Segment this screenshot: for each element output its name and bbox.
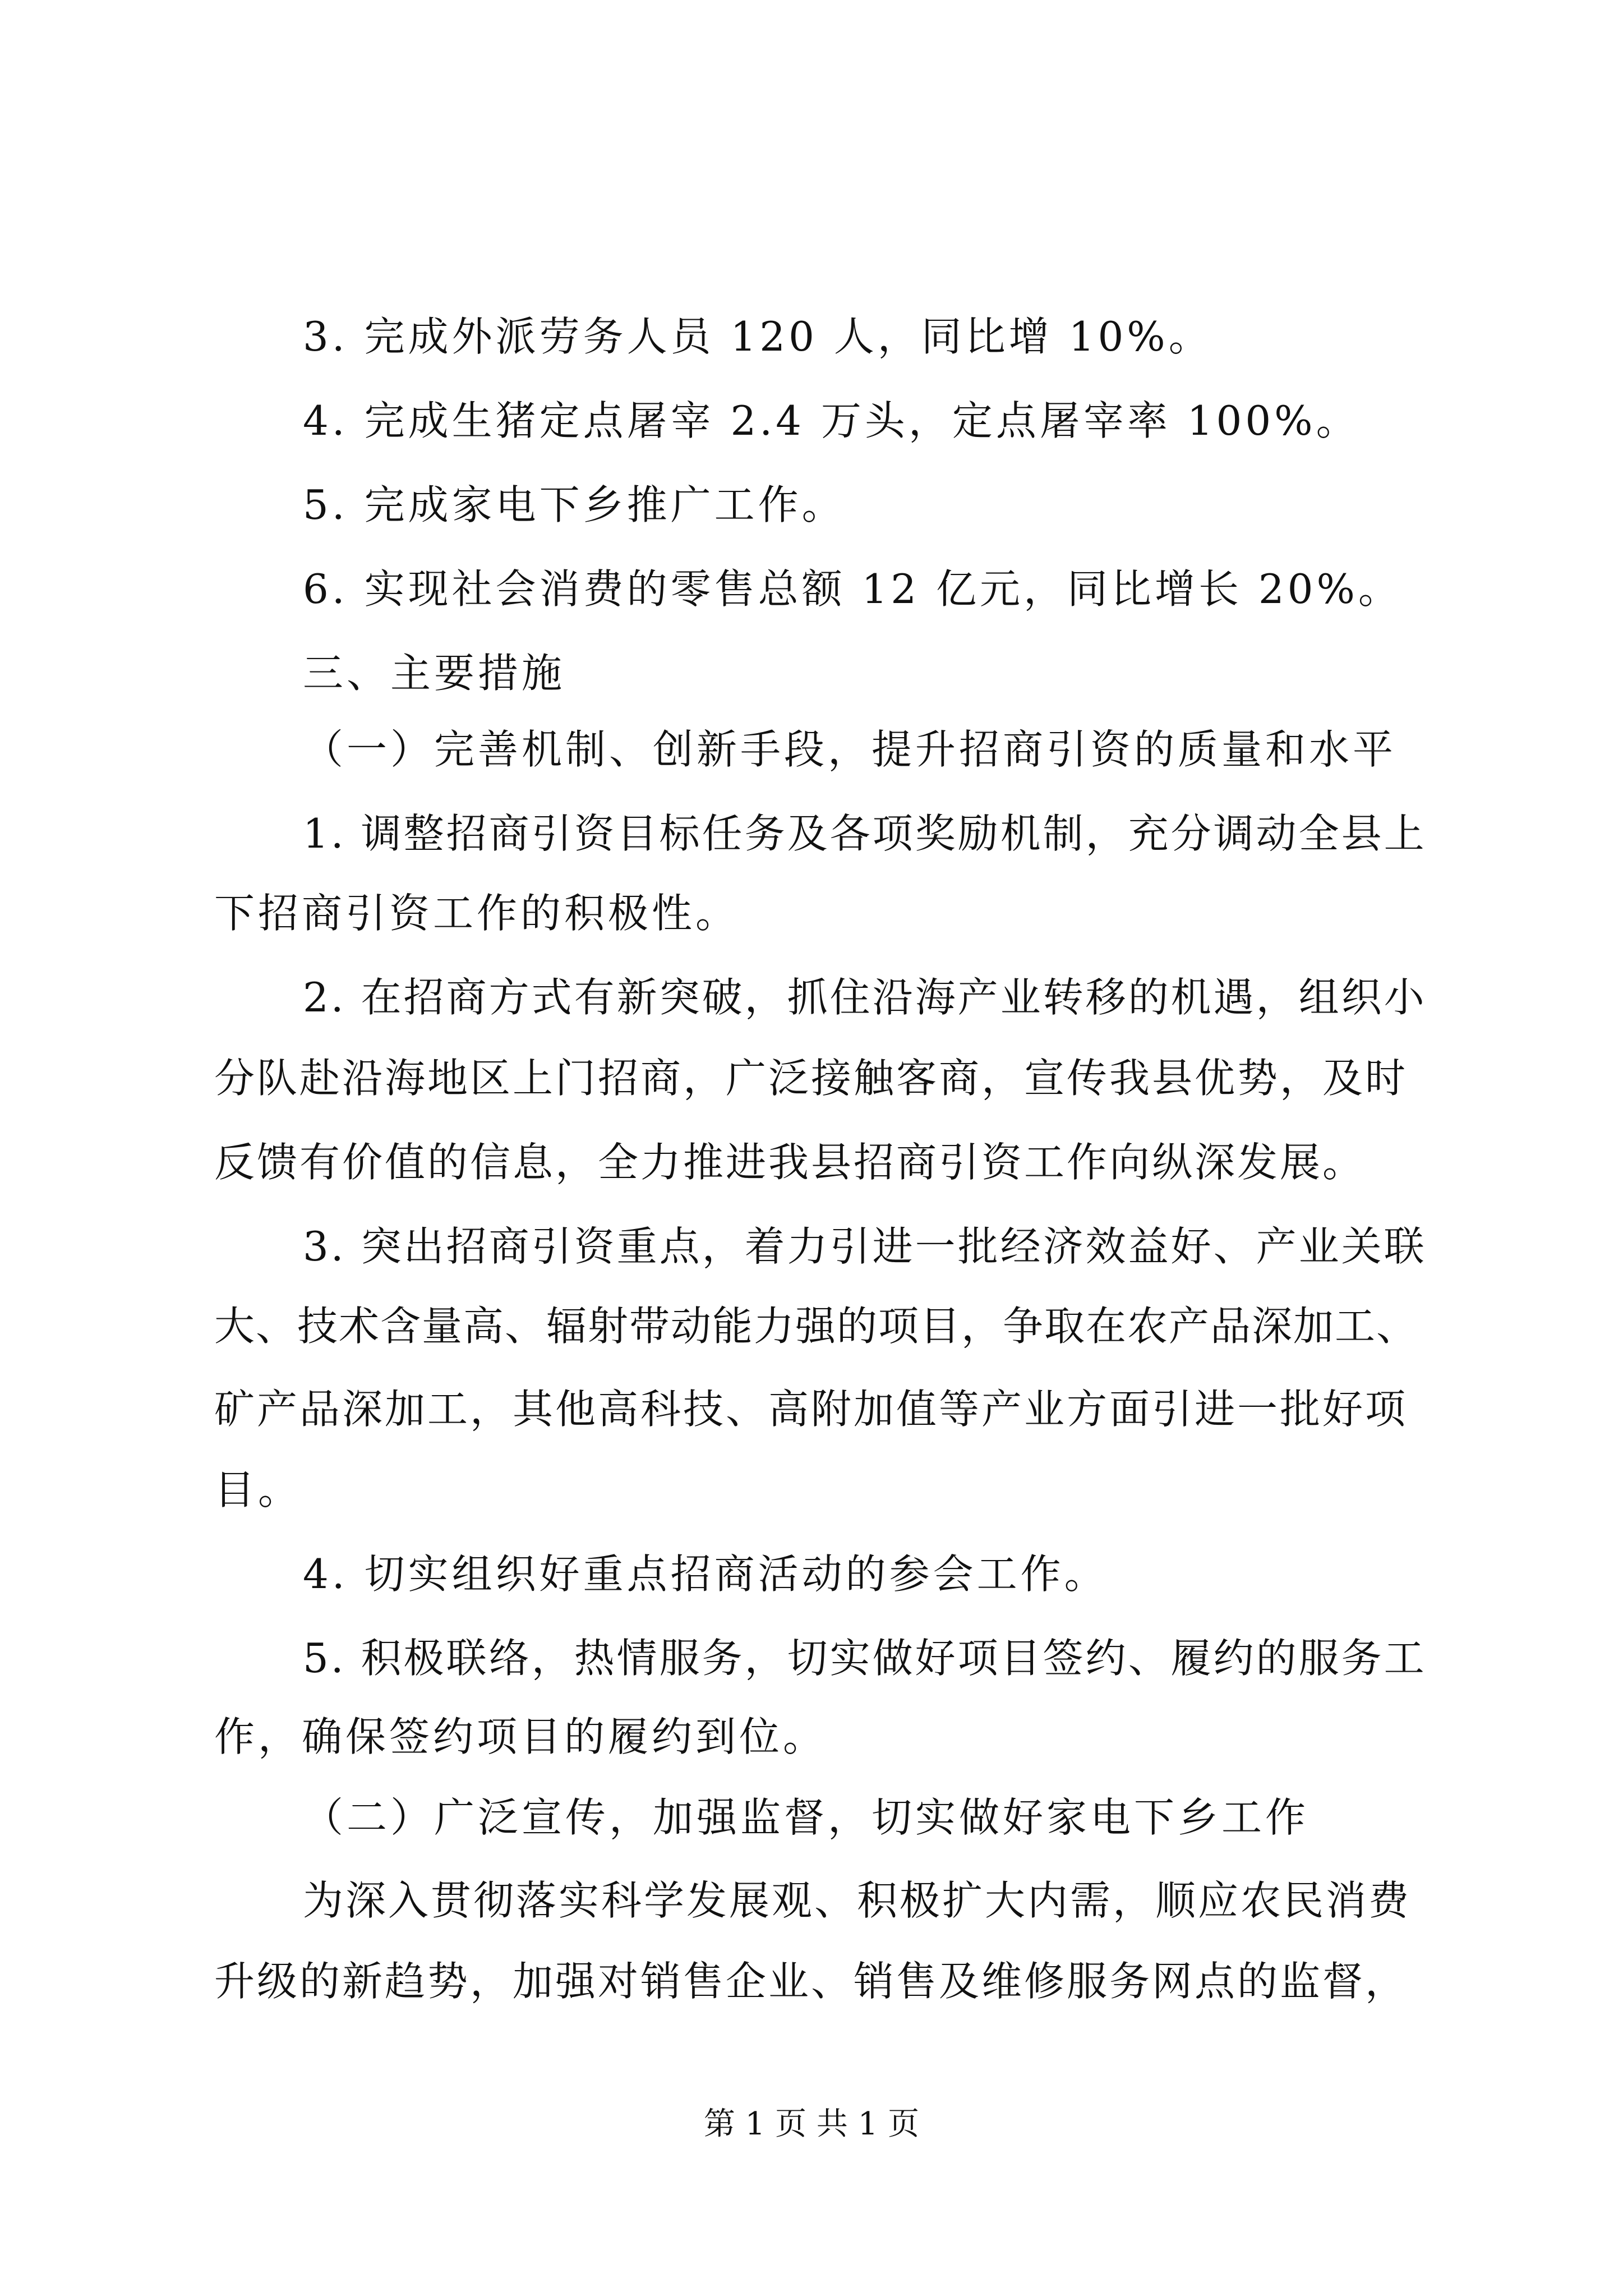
text-line-11: 反馈有价值的信息，全力推进我县招商引资工作向纵深发展。	[214, 1139, 1366, 1186]
text-line-12: 3. 突出招商引资重点，着力引进一批经济效益好、产业关联	[303, 1223, 1427, 1270]
text-line-20: 为深入贯彻落实科学发展观、积极扩大内需，顺应农民消费	[303, 1877, 1412, 1924]
subsection-heading-2: （二）广泛宣传，加强监督，切实做好家电下乡工作	[303, 1794, 1310, 1841]
page-footer: 第 1 页 共 1 页	[703, 2106, 920, 2142]
text-line-15: 目。	[214, 1466, 302, 1513]
text-line-3: 5. 完成家电下乡推广工作。	[303, 481, 846, 528]
text-line-7: 1. 调整招商引资目标任务及各项奖励机制，充分调动全县上	[303, 810, 1427, 857]
text-line-10: 分队赴沿海地区上门招商，广泛接触客商，宣传我县优势，及时	[214, 1055, 1408, 1102]
section-heading: 三、主要措施	[303, 650, 566, 697]
text-line-2: 4. 完成生猪定点屠宰 2.4 万头，定点屠宰率 100%。	[303, 397, 1360, 444]
text-line-16: 4. 切实组织好重点招商活动的参会工作。	[303, 1550, 1108, 1598]
subsection-heading-1: （一）完善机制、创新手段，提升招商引资的质量和水平	[303, 726, 1397, 773]
text-line-1: 3. 完成外派劳务人员 120 人，同比增 10%。	[303, 313, 1212, 360]
text-line-8: 下招商引资工作的积极性。	[214, 890, 740, 937]
text-line-9: 2. 在招商方式有新突破，抓住沿海产业转移的机遇，组织小	[303, 974, 1427, 1021]
text-line-17: 5. 积极联络，热情服务，切实做好项目签约、履约的服务工	[303, 1635, 1427, 1682]
text-line-18: 作，确保签约项目的履约到位。	[214, 1713, 827, 1760]
text-line-13: 大、技术含量高、辐射带动能力强的项目，争取在农产品深加工、	[214, 1303, 1418, 1350]
text-line-21: 升级的新趋势，加强对销售企业、销售及维修服务网点的监督，	[214, 1958, 1408, 2005]
text-line-4: 6. 实现社会消费的零售总额 12 亿元，同比增长 20%。	[303, 565, 1402, 613]
text-line-14: 矿产品深加工，其他高科技、高附加值等产业方面引进一批好项	[214, 1386, 1408, 1433]
